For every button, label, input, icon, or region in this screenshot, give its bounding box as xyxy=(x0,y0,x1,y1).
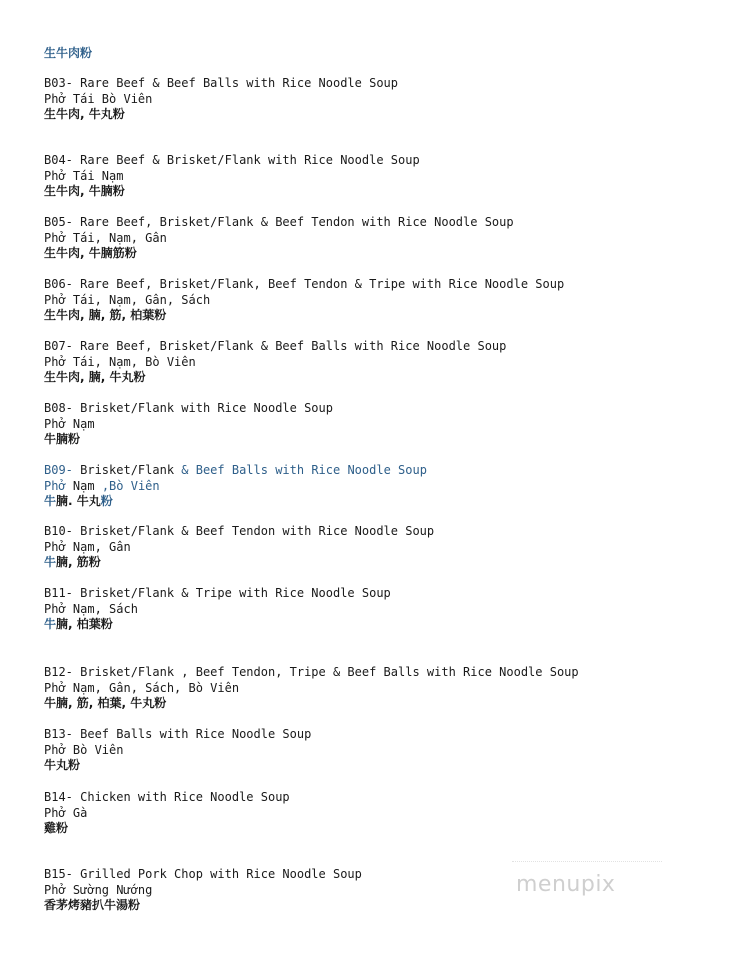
item-vietnamese xyxy=(44,479,427,495)
menu-item-b06 xyxy=(44,277,564,324)
menu-item-b11 xyxy=(44,586,391,633)
item-title: B04- Rare Beef & Brisket/Flank with Rice Noodle Soup xyxy=(44,153,420,167)
item-viet-part: ,Bò Viên xyxy=(94,478,160,493)
item-viet-part: Phở xyxy=(44,478,66,493)
item-vietnamese: Phở Bò Viên xyxy=(44,742,124,757)
item-chinese: 牛腩粉 xyxy=(44,432,81,446)
item-title: B08- Brisket/Flank with Rice Noodle Soup xyxy=(44,401,333,415)
item-title: B14- Chicken with Rice Noodle Soup xyxy=(44,790,290,804)
item-vietnamese: Phở Nạm, Sách xyxy=(44,601,138,616)
menu-item-b14 xyxy=(44,790,290,837)
item-title: B12- Brisket/Flank , Beef Tendon, Tripe & Beef Balls with Rice Noodle Soup xyxy=(44,665,579,679)
item-chinese-part: 粉 xyxy=(100,494,113,508)
item-chinese-part: 牛 xyxy=(44,555,57,569)
item-chinese: 牛丸粉 xyxy=(44,758,81,772)
item-vietnamese: Phở Tái Nạm xyxy=(44,168,124,183)
item-title: B06- Rare Beef, Brisket/Flank, Beef Tendon & Tripe with Rice Noodle Soup xyxy=(44,277,565,291)
item-vietnamese: Phở Nạm xyxy=(44,416,95,431)
menu-item-b15 xyxy=(44,867,362,914)
watermark-logo: menupix xyxy=(516,872,616,897)
menu-item-b04 xyxy=(44,153,420,200)
menu-item-b09 xyxy=(44,463,427,510)
item-chinese-part: 牛 xyxy=(44,617,57,631)
item-title-part: Brisket/Flank xyxy=(72,463,175,477)
item-chinese: 生牛肉, 牛腩粉 xyxy=(44,184,125,198)
item-title-part: & Beef Balls with Rice Noodle Soup xyxy=(174,463,427,477)
item-vietnamese: Phở Nạm, Gân, Sách, Bò Viên xyxy=(44,680,240,695)
item-chinese: 雞粉 xyxy=(44,821,69,835)
item-vietnamese: Phở Gà xyxy=(44,805,88,820)
item-chinese: 生牛肉, 腩, 筋, 柏葉粉 xyxy=(44,308,167,322)
item-chinese-part: 腩, 柏葉粉 xyxy=(56,617,113,631)
item-chinese: 牛腩, 筋, 柏葉, 牛丸粉 xyxy=(44,696,167,710)
menu-item-b12 xyxy=(44,665,579,712)
menu-item-b10 xyxy=(44,524,434,571)
item-chinese xyxy=(44,617,391,633)
item-code: B09- xyxy=(44,463,73,477)
item-chinese: 生牛肉, 牛腩筋粉 xyxy=(44,246,137,260)
menu-item-b03 xyxy=(44,76,398,123)
item-vietnamese: Phở Tái, Nạm, Gân, Sách xyxy=(44,292,211,307)
item-vietnamese: Phở Tái, Nạm, Bò Viên xyxy=(44,354,196,369)
item-vietnamese: Phở Tái, Nạm, Gân xyxy=(44,230,167,245)
item-title: B15- Grilled Pork Chop with Rice Noodle Soup xyxy=(44,867,362,881)
item-title: B10- Brisket/Flank & Beef Tendon with Rice Noodle Soup xyxy=(44,524,435,538)
menu-item-b05 xyxy=(44,215,514,262)
watermark-rule xyxy=(512,861,662,862)
menu-item-b13 xyxy=(44,727,311,774)
item-title xyxy=(44,463,427,479)
item-vietnamese: Phở Sường Nướng xyxy=(44,882,153,897)
item-chinese-part: 腩. 牛丸 xyxy=(56,494,101,508)
item-title: B03- Rare Beef & Beef Balls with Rice Noodle Soup xyxy=(44,76,399,90)
item-chinese-part: 腩, 筋粉 xyxy=(56,555,101,569)
item-title: B13- Beef Balls with Rice Noodle Soup xyxy=(44,727,312,741)
item-vietnamese: Phở Tái Bò Viên xyxy=(44,91,153,106)
item-title: B05- Rare Beef, Brisket/Flank & Beef Tendon with Rice Noodle Soup xyxy=(44,215,514,229)
item-chinese xyxy=(44,494,427,510)
item-chinese xyxy=(44,555,434,571)
item-chinese-part: 牛 xyxy=(44,494,57,508)
item-viet-part: Nạm xyxy=(65,478,95,493)
menu-item-b08 xyxy=(44,401,333,448)
item-title: B11- Brisket/Flank & Tripe with Rice Noodle Soup xyxy=(44,586,391,600)
item-chinese: 生牛肉, 牛丸粉 xyxy=(44,107,125,121)
item-chinese: 生牛肉, 腩, 牛丸粉 xyxy=(44,370,146,384)
item-title: B07- Rare Beef, Brisket/Flank & Beef Balls with Rice Noodle Soup xyxy=(44,339,507,353)
menu-item-b07 xyxy=(44,339,506,386)
item-chinese: 香茅烤豬扒牛湯粉 xyxy=(44,898,141,912)
section-heading: 生牛肉粉 xyxy=(44,46,93,60)
item-vietnamese: Phở Nạm, Gân xyxy=(44,539,131,554)
